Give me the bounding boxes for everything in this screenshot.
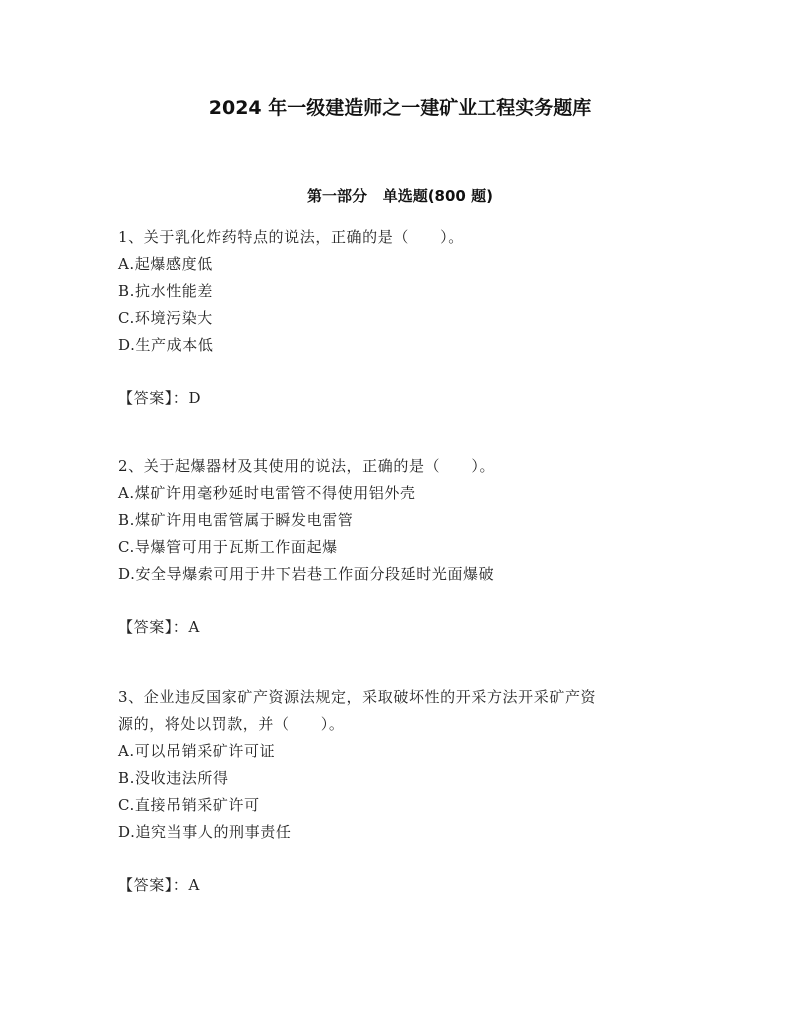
question-stem-line-1: 3、企业违反国家矿产资源法规定，采取破坏性的开采方法开采矿产资 [118,688,597,706]
option-c: C.环境污染大 [118,309,213,327]
section-title: 第一部分 单选题(800 题) [307,187,493,205]
question-3 [118,684,688,899]
question-1 [118,224,688,412]
question-2 [118,453,688,641]
question-stem: 2、关于起爆器材及其使用的说法，正确的是（ ）。 [118,457,496,475]
answer: 【答案】：A [118,618,200,636]
option-a: A.起爆感度低 [118,255,213,273]
option-b: B.抗水性能差 [118,282,213,300]
option-b: B.煤矿许用电雷管属于瞬发电雷管 [118,511,354,529]
option-c: C.直接吊销采矿许可 [118,796,260,814]
option-a: A.可以吊销采矿许可证 [118,742,276,760]
option-c: C.导爆管可用于瓦斯工作面起爆 [118,538,338,556]
option-d: D.安全导爆索可用于井下岩巷工作面分段延时光面爆破 [118,565,495,583]
answer: 【答案】：A [118,876,200,894]
option-a: A.煤矿许用毫秒延时电雷管不得使用铝外壳 [118,484,416,502]
question-stem: 1、关于乳化炸药特点的说法，正确的是（ ）。 [118,228,464,246]
option-b: B.没收违法所得 [118,769,229,787]
option-d: D.追究当事人的刑事责任 [118,823,292,841]
question-stem-line-2: 源的，将处以罚款，并（ ）。 [118,715,345,733]
option-d: D.生产成本低 [118,336,214,354]
document-title: 2024 年一级建造师之一建矿业工程实务题库 [208,97,592,119]
answer: 【答案】：D [118,389,202,407]
